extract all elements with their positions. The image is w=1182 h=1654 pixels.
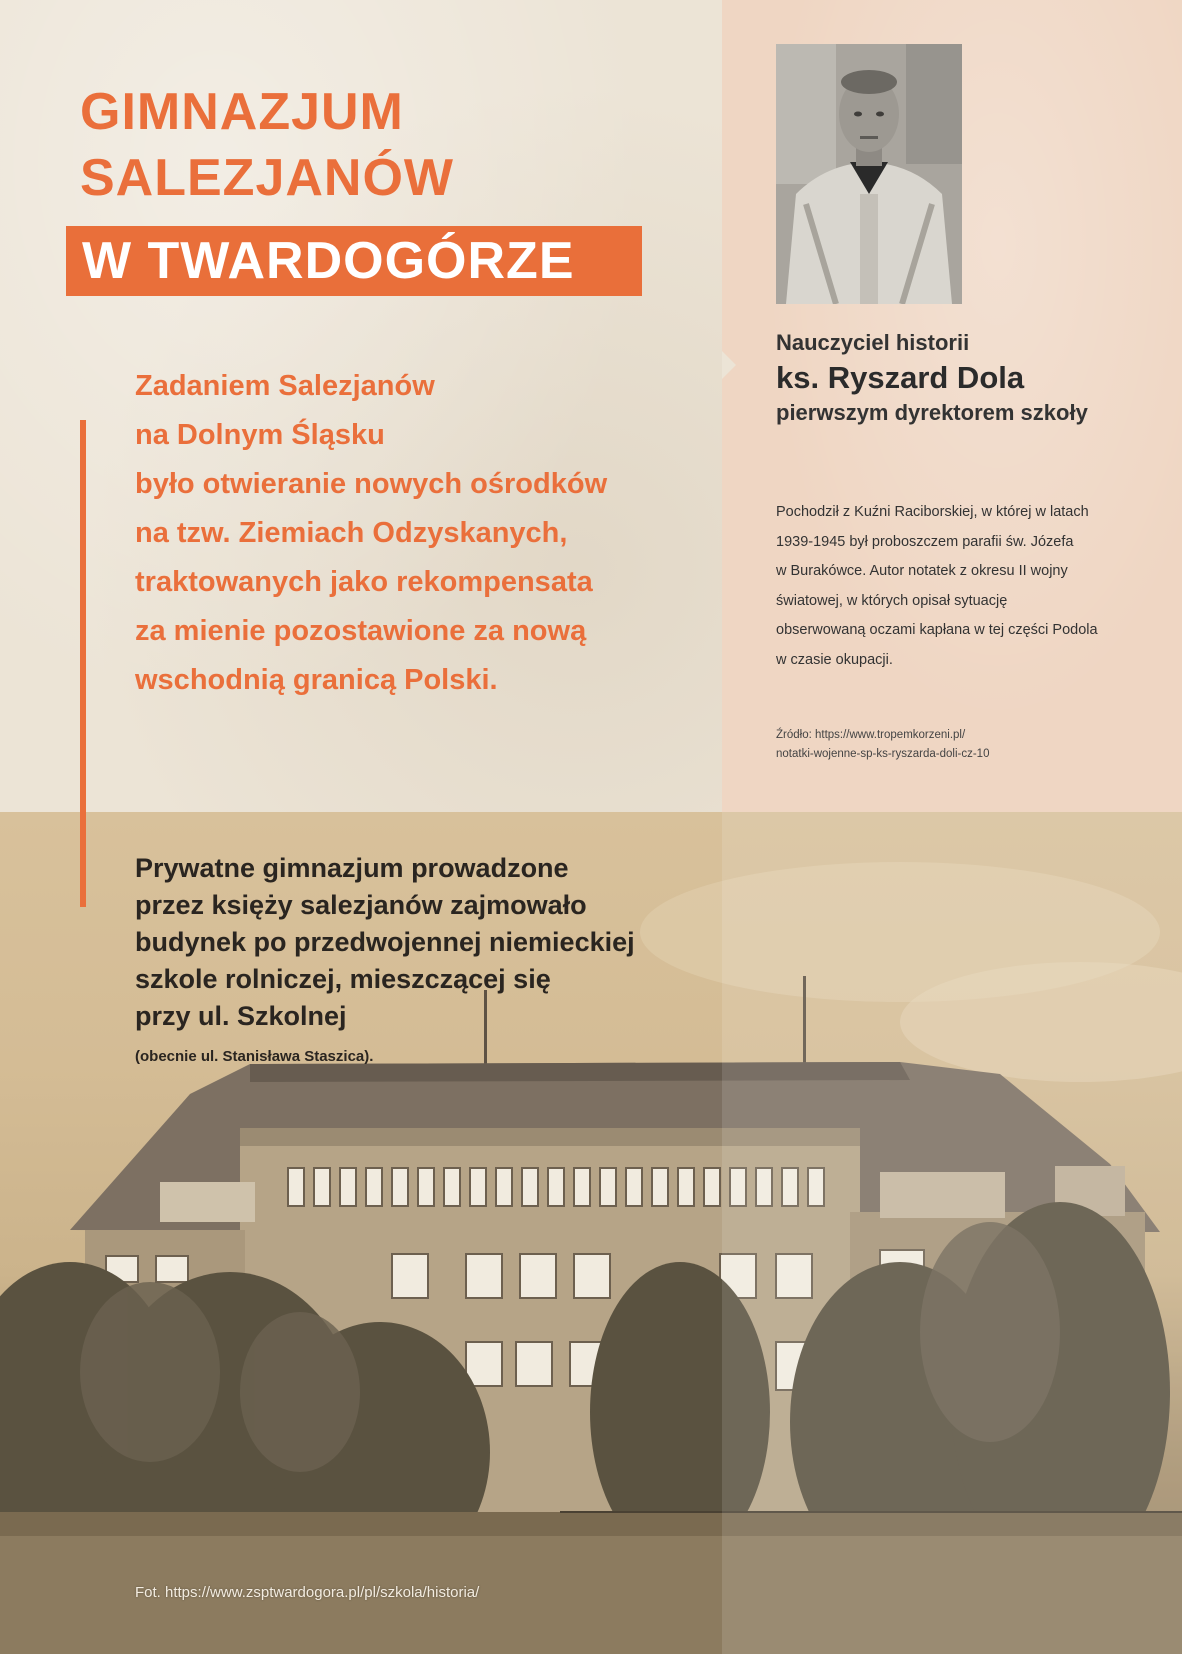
intro-line: Zadaniem Salezjanów	[135, 370, 435, 402]
description-line: szkole rolniczej, mieszczącej się	[135, 964, 551, 994]
description-line: Prywatne gimnazjum prowadzone	[135, 853, 569, 883]
biography-paragraph	[776, 498, 1156, 675]
intro-line: na Dolnym Śląsku	[135, 419, 385, 451]
title-line-2: SALEZJANÓW	[80, 149, 454, 207]
portrait-illustration	[776, 44, 962, 304]
bio-line: obserwowaną oczami kapłana w tej części Podola	[776, 622, 1098, 638]
priest-portrait-photo	[776, 44, 962, 304]
source-line: notatki-wojenne-sp-ks-ryszarda-doli-cz-10	[776, 748, 990, 760]
intro-line: za mienie pozostawione za nową	[135, 615, 587, 647]
source-citation	[776, 726, 1156, 764]
bio-line: Pochodził z Kuźni Raciborskiej, w której w latach	[776, 504, 1089, 520]
intro-line: traktowanych jako rekompensata	[135, 566, 593, 598]
description-line: przy ul. Szkolnej	[135, 1001, 347, 1031]
bio-line: światowej, w których opisał sytuację	[776, 592, 1008, 609]
source-line: Źródło: https://www.tropemkorzeni.pl/	[776, 729, 966, 741]
portrait-role: Nauczyciel historii	[776, 330, 970, 355]
intro-line: było otwieranie nowych ośrodków	[135, 468, 608, 500]
accent-line	[80, 420, 86, 907]
intro-line: na tzw. Ziemiach Odzyskanych,	[135, 517, 568, 549]
photo-credit: Fot. https://www.zsptwardogora.pl/pl/szkola/historia/	[135, 1584, 480, 1601]
caption-pointer	[722, 351, 736, 379]
street-note: (obecnie ul. Stanisława Staszica).	[135, 1048, 374, 1065]
bio-line: w czasie okupacji.	[776, 651, 893, 668]
intro-line: wschodnią granicą Polski.	[135, 664, 498, 696]
description-line: budynek po przedwojennej niemieckiej	[135, 927, 635, 957]
bio-line: 1939-1945 był proboszczem parafii św. Józefa	[776, 533, 1074, 550]
title-highlight-box: W TWARDOGÓRZE	[66, 226, 642, 296]
portrait-name: ks. Ryszard Dola	[776, 360, 1025, 395]
portrait-subtitle: pierwszym dyrektorem szkoły	[776, 400, 1088, 425]
intro-paragraph	[135, 362, 695, 705]
title-line-1: GIMNAZJUM	[80, 83, 404, 141]
building-description	[135, 850, 735, 1035]
bio-line: w Burakówce. Autor notatek z okresu II wojny	[776, 563, 1068, 579]
description-line: przez księży salezjanów zajmowało	[135, 890, 587, 920]
